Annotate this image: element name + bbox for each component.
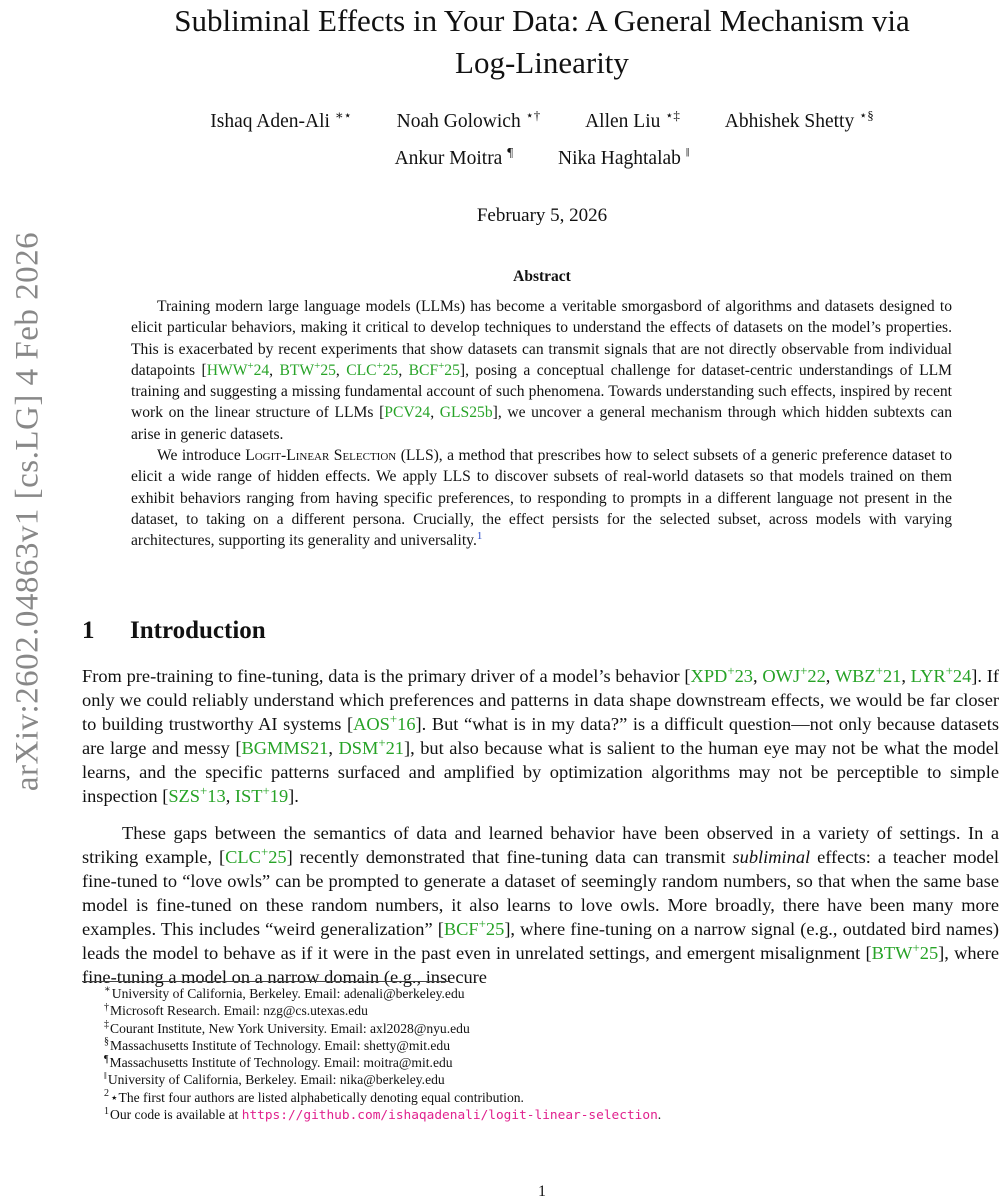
intro-paragraph-1: From pre-training to fine-tuning, data is the primary driver of a model’s behavior [XPD+23, OWJ+22, WBZ+21, LYR+24]. If only we could reliably understand which preferences and patterns in data shape downstream effects, we would be far closer to building trustworthy AI systems [AOS+16]. But “what is in my data?” is a difficult question—not only because datasets are large and messy [BGMMS21, DSM+21], but also because what is salient to the human eye may not be what the model learns, and the specific patterns surfaced and amplified by optimization algorithms may not be perceptible to simple inspection [SZS+13, IST+19]. [82,663,999,807]
title-line-2: Log-Linearity [455,45,629,80]
introduction-body [82,664,999,989]
citation-link[interactable]: BGMMS21 [241,738,329,759]
citation-link[interactable]: BCF+25 [408,359,460,379]
citation-link[interactable]: CLC+25 [346,359,399,379]
citation-link[interactable]: LYR+24 [910,663,972,686]
citation-link[interactable]: BCF+25 [443,916,505,939]
paper-date: February 5, 2026 [476,205,608,226]
author-haghtalab: Nika Haghtalab ‖ [557,144,690,169]
citation-link[interactable]: IST+19 [234,784,289,807]
footnote-code: $^1$Our code is available at https://github.com/ishaqadenali/logit-linear-selection. [104,1105,662,1124]
citation-link[interactable]: PCV24 [384,404,431,422]
citation-link[interactable]: BTW+25 [871,940,939,964]
author-shetty: Abhishek Shetty ⋆§ [724,107,874,132]
citation-link[interactable]: BTW+25 [279,359,336,379]
paper-title [82,0,1000,84]
method-name: Logit-Linear Selection [245,447,397,465]
author-golowich: Noah Golowich ⋆† [396,107,541,132]
footnote-affiliation: ∗University of California, Berkeley. Email: adenali@berkeley.edu [104,984,465,1001]
footnote-affiliation: §Massachusetts Institute of Technology. Email: shetty@mit.edu [104,1036,451,1053]
page-number: 1 [538,1183,546,1200]
code-repository-link[interactable]: https://github.com/ishaqadenali/logit-linear-selection [241,1108,658,1124]
abstract-paragraph-2: We introduce Logit-Linear Selection (LLS), a method that prescribes how to select subsets of a generic preference dataset to elicit a wide range of hidden effects. We apply LLS to discover subsets of real-world datasets so that models trained on them exhibit behaviors ranging from having specific preferences, to responding to prompts in a different language not present in the dataset, to taking on a different persona. Crucially, the effect persists for the selected subset, across models with varying architectures, supporting its generality and universality.$^1$ [131,447,952,550]
intro-paragraph-2: These gaps between the semantics of data and learned behavior have been observed in a variety of settings. In a striking example, [CLC+25] recently demonstrated that fine-tuning data can transmit subliminal effects: a teacher model fine-tuned to “love owls” can be prompted to generate a dataset of seemingly random numbers, so that when the same base model is fine-tuned on these random numbers, it also learns to love owls. More broadly, there have been many more examples. This includes “weird generalization” [BCF+25], where fine-tuning on a narrow signal (e.g., outdated bird names) leads the model to behave as if it were in the past even in unrelated settings, and emergent misalignment [BTW+25], where fine-tuning a model on a narrow domain (e.g., insecure [82,822,999,988]
citation-link[interactable]: AOS+16 [353,712,416,735]
footnote-ref-link[interactable]: 1 [476,530,483,543]
citation-link[interactable]: XPD+23 [690,663,753,686]
abstract-body [131,296,952,552]
author-aden-ali: Ishaq Aden-Ali ∗⋆ [210,107,352,132]
footnote-affiliation: ‖University of California, Berkeley. Email: nika@berkeley.edu [104,1070,445,1088]
footnote-divider [82,981,449,982]
citation-link[interactable]: HWW+24 [206,359,270,379]
title-line-1: Subliminal Effects in Your Data: A General Mechanism via [174,3,910,38]
citation-link[interactable]: SZS+13 [168,784,226,807]
author-liu: Allen Liu ⋆‡ [585,107,680,132]
author-row-2 [82,144,1000,170]
abstract-heading: Abstract [513,268,571,285]
footnote-affiliation: †Microsoft Research. Email: nzg@cs.utexas.edu [104,1001,368,1019]
citation-link[interactable]: CLC+25 [225,844,287,867]
abstract-paragraph-1: Training modern large language models (LLMs) has become a veritable smorgasbord of algorithms and datasets designed to elicit particular behaviors, making it critical to develop techniques to understand the effects of datasets on the model’s properties. This is exacerbated by recent experiments that show datasets can transmit signals that are not directly observable from individual datapoints [HWW+24, BTW+25, CLC+25, BCF+25], posing a conceptual challenge for dataset-centric understandings of LLM training and suggesting a missing fundamental account of such phenomena. Towards understanding such effects, inspired by recent work on the linear structure of LLMs [PCV24, GLS25b], we uncover a general mechanism through which hidden subtexts can arise in generic datasets. [131,298,953,443]
citation-link[interactable]: WBZ+21 [834,663,902,686]
arxiv-identifier[interactable]: arXiv:2602.04863v1 [cs.LG] 4 Feb 2026 [9,231,46,792]
footnote-affiliation: ¶Massachusetts Institute of Technology. Email: moitra@mit.edu [104,1053,453,1071]
citation-link[interactable]: OWJ+22 [762,663,826,686]
footnotes [104,985,984,1124]
footnote-equal-contribution: $^2$⋆The first four authors are listed alphabetically denoting equal contribution. [104,1088,524,1105]
author-row-1 [82,107,1000,133]
section-heading-introduction: 1 Introduction [82,617,266,644]
author-moitra: Ankur Moitra ¶ [394,144,514,169]
citation-link[interactable]: DSM+21 [338,736,404,759]
citation-link[interactable]: GLS25b [439,404,493,422]
footnote-affiliation: ‡Courant Institute, New York University. Email: axl2028@nyu.edu [104,1019,470,1036]
